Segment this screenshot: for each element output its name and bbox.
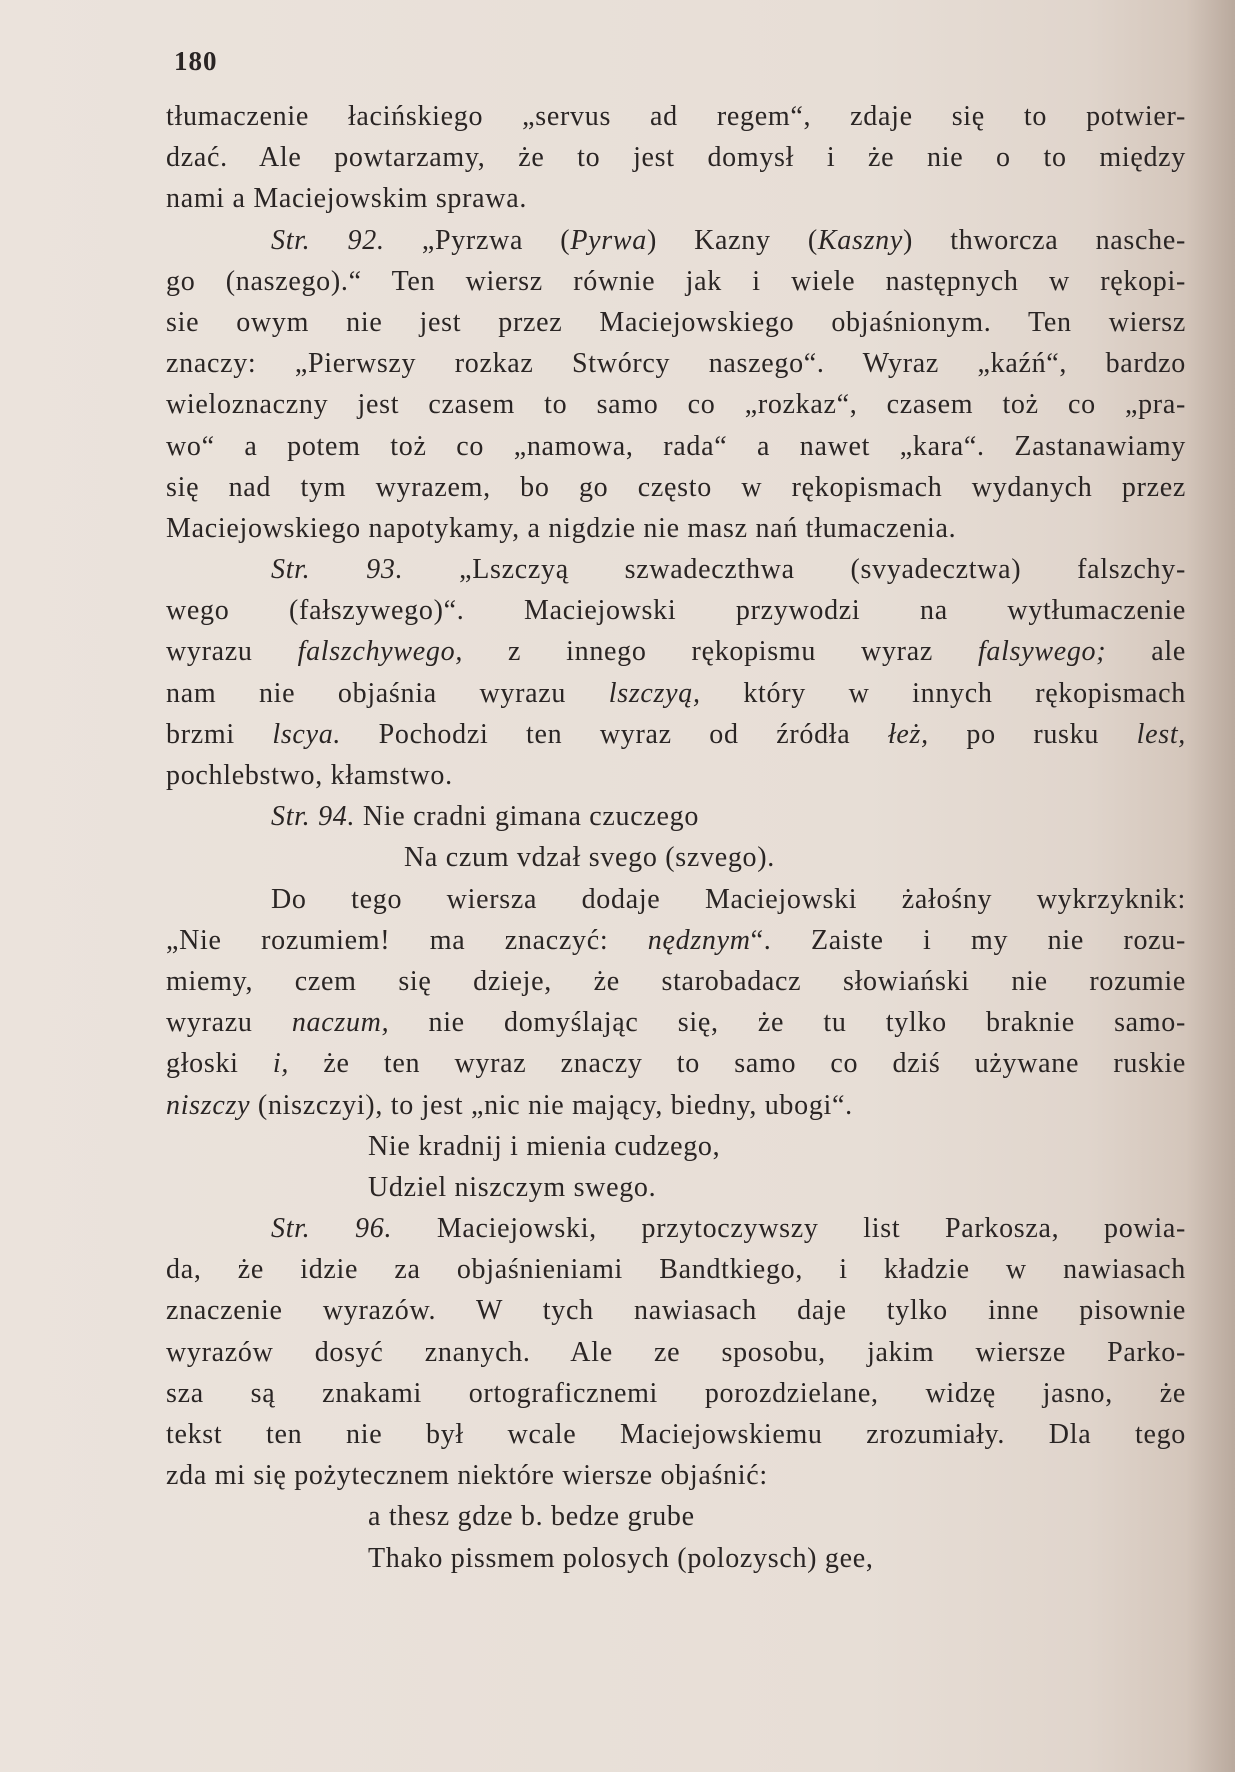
text-line: sie owym nie jest przez Maciejowskiego objaśnionym. Ten wiersz: [166, 306, 1186, 338]
text-line: wyrazu naczum, nie domyślając się, że tu tylko braknie samo-: [166, 1007, 1187, 1039]
page-number: 180: [174, 46, 218, 76]
text-line: da, że idzie za objaśnieniami Bandtkiego, i kładzie w nawiasach: [166, 1254, 1186, 1286]
text-line: się nad tym wyrazem, bo go często w rękopismach wydanych przez: [166, 471, 1186, 503]
text-line: zda mi się pożytecznem niektóre wiersze objaśnić:: [166, 1460, 768, 1492]
text-line: a thesz gdze b. bedze grube: [368, 1501, 695, 1533]
text-line: Udziel niszczym swego.: [368, 1171, 657, 1203]
text-line: pochlebstwo, kłamstwo.: [166, 760, 453, 791]
text-line: znaczy: „Pierwszy rozkaz Stwórcy naszego“. Wyraz „kaźń“, bardzo: [166, 348, 1186, 380]
text-line: miemy, czem się dzieje, że starobadacz słowiański nie rozumie: [166, 965, 1186, 997]
text-line: głoski i, że ten wyraz znaczy to samo co dziś używane ruskie: [166, 1048, 1186, 1080]
text-line: Do tego wiersza dodaje Maciejowski żałośny wykrzyknik:: [271, 883, 1186, 915]
text-line: Maciejowskiego napotykamy, a nigdzie nie masz nań tłumaczenia.: [166, 512, 957, 544]
text-line: Str. 93. „Lszczyą szwadeczthwa (svyadecztwa) falszchy-: [271, 554, 1186, 586]
text-line: dzać. Ale powtarzamy, że to jest domysł i że nie o to między: [166, 142, 1186, 174]
text-line: go (naszego).“ Ten wiersz równie jak i wiele następnych w rękopi-: [166, 265, 1186, 297]
text-line: wieloznaczny jest czasem to samo co „rozkaz“, czasem toż co „pra-: [166, 389, 1186, 421]
text-line: nam nie objaśnia wyrazu lszczyą, który w innych rękopismach: [166, 677, 1186, 709]
text-line: znaczenie wyrazów. W tych nawiasach daje tylko inne pisownie: [166, 1295, 1186, 1327]
text-line: Str. 92. „Pyrzwa (Pyrwa) Kazny (Kaszny) thworcza nasche-: [271, 224, 1186, 256]
text-line: Thako pissmem polosych (polozysch) gee,: [368, 1542, 874, 1574]
text-line: Str. 94. Nie cradni gimana czuczego: [271, 801, 700, 833]
text-line: brzmi lscya. Pochodzi ten wyraz od źródła łeż, po rusku lest,: [166, 718, 1186, 750]
text-line: sza są znakami ortograficznemi porozdzielane, widzę jasno, że: [166, 1377, 1186, 1409]
text-line: „Nie rozumiem! ma znaczyć: nędznym“. Zaiste i my nie rozu-: [166, 924, 1186, 956]
text-line: wego (fałszywego)“. Maciejowski przywodzi na wytłumaczenie: [166, 595, 1186, 627]
text-line: wyrazów dosyć znanych. Ale ze sposobu, jakim wiersze Parko-: [166, 1336, 1186, 1368]
text-line: wo“ a potem toż co „namowa, rada“ a nawet „kara“. Zastanawiamy: [166, 430, 1186, 462]
text-line: wyrazu falszchywego, z innego rękopismu wyraz falsywego; ale: [166, 636, 1186, 668]
text-line: Na czum vdzał svego (szvego).: [404, 842, 775, 874]
body-text: [166, 96, 1186, 1579]
text-line: tekst ten nie był wcale Maciejowskiemu zrozumiały. Dla tego: [166, 1419, 1186, 1450]
text-line: niszczy (niszczyi), to jest „nic nie mający, biedny, ubogi“.: [166, 1089, 853, 1121]
text-line: Nie kradnij i mienia cudzego,: [368, 1130, 721, 1162]
text-line: nami a Maciejowskim sprawa.: [166, 183, 528, 215]
text-line: tłumaczenie łacińskiego „servus ad regem“, zdaje się to potwier-: [166, 101, 1186, 132]
text-line: Str. 96. Maciejowski, przytoczywszy list Parkosza, powia-: [271, 1213, 1186, 1245]
